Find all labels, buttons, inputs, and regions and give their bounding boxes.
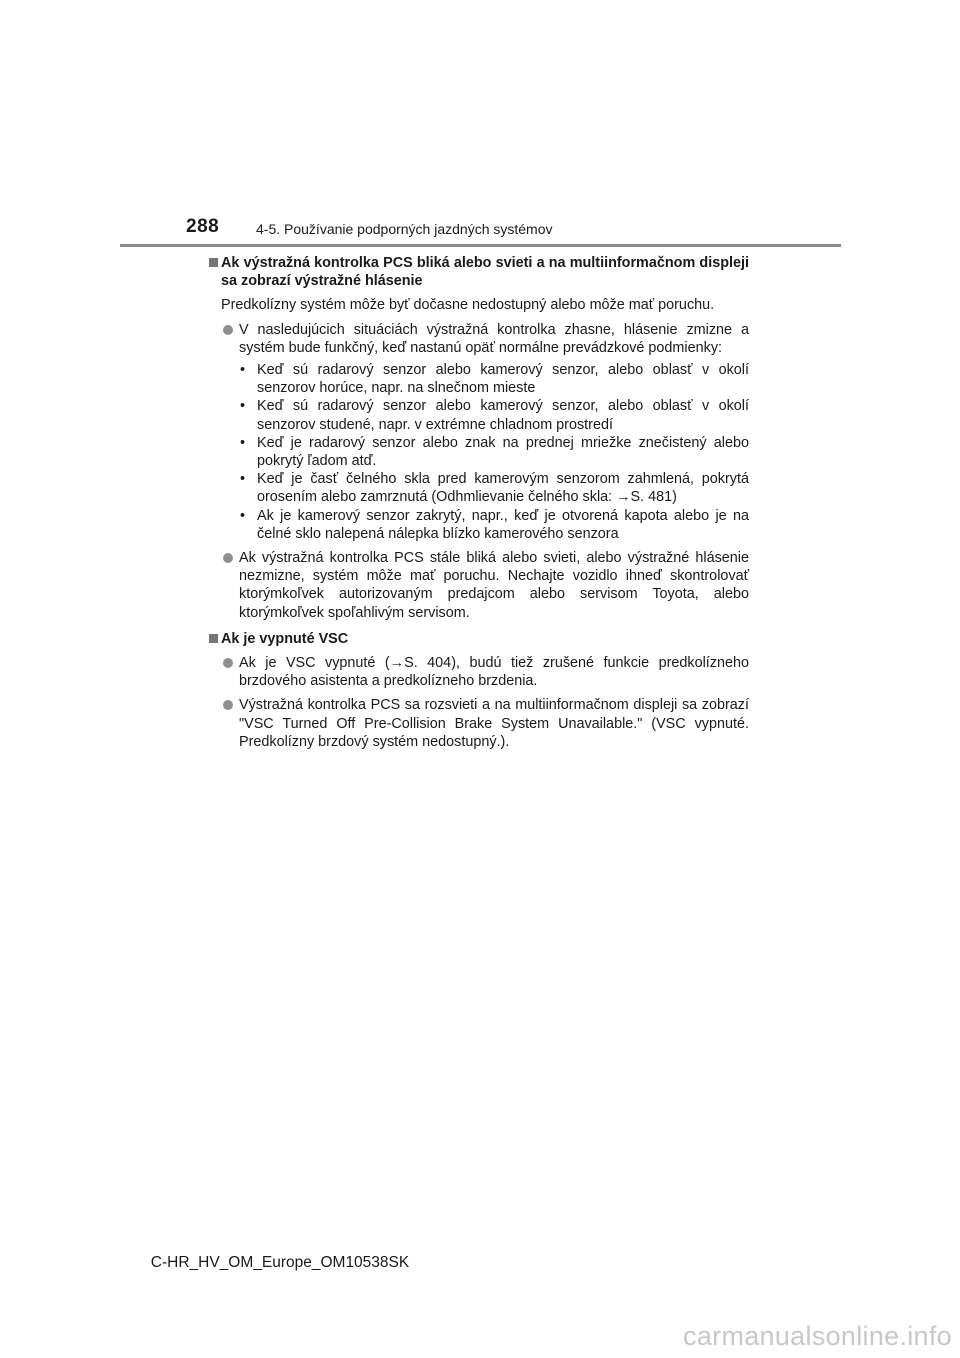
page-number: 288 xyxy=(186,216,220,237)
sub-list-item xyxy=(209,397,749,433)
section-intro: Predkolízny systém môže byť dočasne nedostupný alebo môže mať poruchu. xyxy=(221,297,715,314)
list-item-text: Výstražná kontrolka PCS sa rozsvieti a na multiinformačnom displeji sa zobrazí "VSC Turned Off Pre-Collision Brake System Unavailable." (VSC vypnuté. Predkolízny brzdový systém nedostupný.). xyxy=(239,697,749,750)
sub-list-item-text: Keď sú radarový senzor alebo kamerový senzor, alebo oblasť v okolí senzorov horúce, napr. na slnečnom mieste xyxy=(257,362,749,397)
sub-list-item xyxy=(209,434,749,470)
list-item-text: V nasledujúcich situáciách výstražná kontrolka zhasne, hlásenie zmizne a systém bude funkčný, keď nastanú opäť normálne prevádzkové podmienky: xyxy=(239,321,749,356)
list-item xyxy=(209,654,749,690)
sub-bullet-mark: • xyxy=(240,507,246,524)
list-item-text: Ak je VSC vypnuté (→S. 404), budú tiež zrušené funkcie predkolízneho brzdového asistenta a predkolízneho brzdenia. xyxy=(239,655,749,690)
list-item xyxy=(209,696,749,751)
list-item xyxy=(209,321,749,357)
list-item-text: Ak výstražná kontrolka PCS stále bliká alebo svieti, alebo výstražné hlásenie nezmizne, systém môže mať poruchu. Nechajte vozidlo ihneď skontrolovať ktorýmkoľvek autorizovaným predajcom alebo servisom Toyota, alebo ktorýmkoľvek spoľahlivým servisom. xyxy=(239,550,749,621)
list-item xyxy=(209,549,749,622)
sub-list xyxy=(209,361,749,543)
sub-list-item-text: Ak je kamerový senzor zakrytý, napr., keď je otvorená kapota alebo je na čelné sklo nalepená nálepka blízko kamerového senzora xyxy=(257,507,749,542)
square-bullet-icon xyxy=(209,258,218,267)
section-heading xyxy=(209,630,749,648)
sub-bullet-mark: • xyxy=(240,398,246,415)
section-heading-text: Ak výstražná kontrolka PCS bliká alebo svieti a na multiinformačnom displeji sa zobrazí výstražné hlásenie xyxy=(221,255,749,290)
page-content xyxy=(209,254,749,757)
sub-list-item-text: Keď je časť čelného skla pred kamerovým senzorom zahmlená, pokrytá orosením alebo zamrznutá (Odhmlievanie čelného skla: →S. 481) xyxy=(257,471,749,506)
section-heading xyxy=(209,254,749,290)
chapter-title: 4-5. Používanie podporných jazdných systémov xyxy=(256,221,553,237)
circle-bullet-icon xyxy=(223,658,233,668)
watermark: carmanualsonline.info xyxy=(683,1321,952,1351)
document-code-footer xyxy=(0,1254,540,1272)
sub-bullet-mark: • xyxy=(240,434,246,451)
sub-bullet-mark: • xyxy=(240,471,246,488)
sub-list-item-text: Keď sú radarový senzor alebo kamerový senzor, alebo oblasť v okolí senzorov studené, napr. v extrémne chladnom prostredí xyxy=(257,398,749,433)
header-divider xyxy=(120,244,841,247)
sub-list-item xyxy=(209,470,749,506)
circle-bullet-icon xyxy=(223,325,233,335)
document-code: C-HR_HV_OM_Europe_OM10538SK xyxy=(150,1254,410,1271)
sub-bullet-mark: • xyxy=(240,362,246,379)
sub-list-item-text: Keď je radarový senzor alebo znak na prednej mriežke znečistený alebo pokrytý ľadom atď. xyxy=(257,434,749,470)
square-bullet-icon xyxy=(209,634,218,643)
circle-bullet-icon xyxy=(223,700,233,710)
sub-list-item xyxy=(209,361,749,397)
circle-bullet-icon xyxy=(223,553,233,563)
section-pcs-warning xyxy=(209,254,749,622)
section-heading-text: Ak je vypnuté VSC xyxy=(221,630,349,647)
section-vsc-off xyxy=(209,630,749,751)
sub-list-item xyxy=(209,507,749,543)
